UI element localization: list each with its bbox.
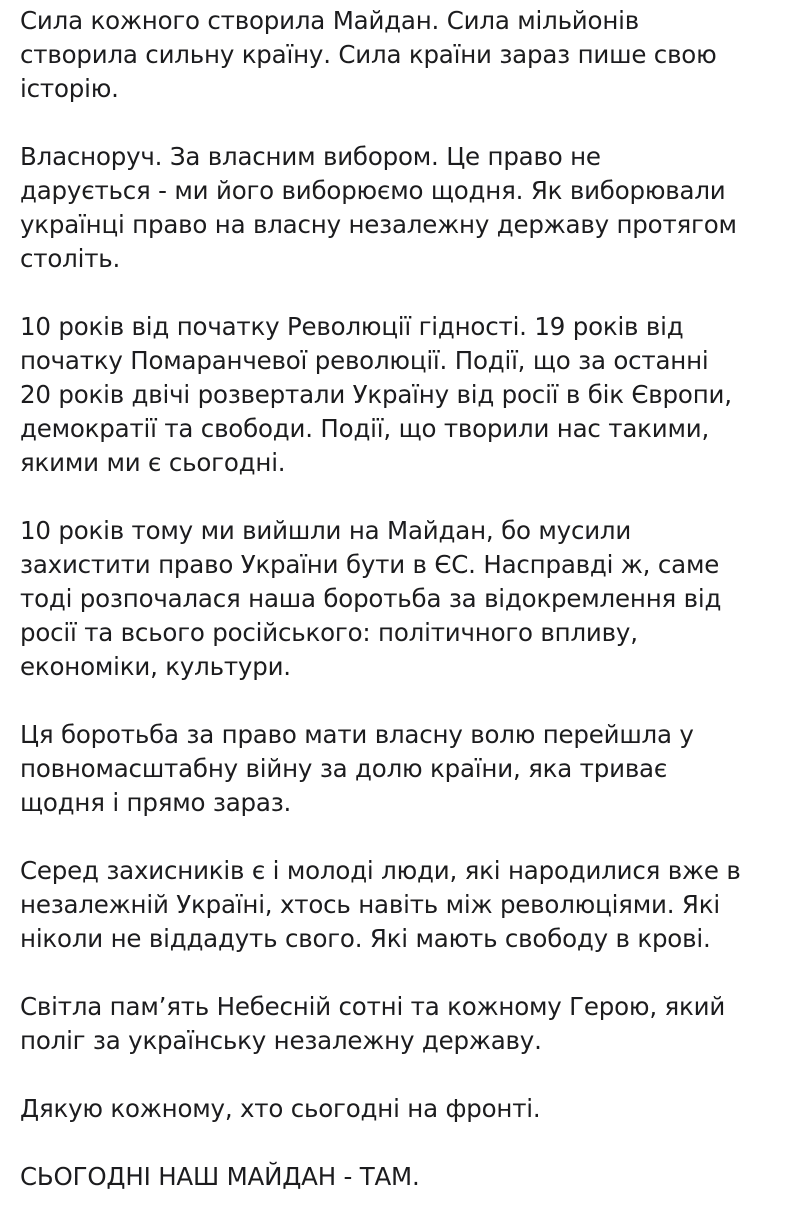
text-line: Світла пам’ять Небесній сотні та кожному Герою, який <box>20 992 726 1021</box>
paragraph-2 <box>20 140 790 276</box>
paragraph-9 <box>20 1160 790 1194</box>
text-line: щодня і прямо зараз. <box>20 788 292 817</box>
text-line: дарується - ми його виборюємо щодня. Як виборювали <box>20 176 726 205</box>
text-line: Ця боротьба за право мати власну волю перейшла у <box>20 720 694 749</box>
text-line: тоді розпочалася наша боротьба за відокремлення від <box>20 584 722 613</box>
text-line: історію. <box>20 74 119 103</box>
text-line: СЬОГОДНІ НАШ МАЙДАН - ТАМ. <box>20 1162 420 1191</box>
text-line: початку Помаранчевої революції. Події, що за останні <box>20 346 709 375</box>
text-line: економіки, культури. <box>20 652 291 681</box>
text-line: століть. <box>20 244 121 273</box>
text-line: 20 років двічі розвертали Україну від росії в бік Європи, <box>20 380 732 409</box>
text-line: демократії та свободи. Події, що творили нас такими, <box>20 414 710 443</box>
text-line: росії та всього російського: політичного впливу, <box>20 618 638 647</box>
paragraph-7 <box>20 990 790 1058</box>
post-text <box>20 4 790 1228</box>
paragraph-5 <box>20 718 790 820</box>
text-line: 10 років тому ми вийшли на Майдан, бо мусили <box>20 516 632 545</box>
paragraph-4 <box>20 514 790 684</box>
text-line: Сила кожного створила Майдан. Сила мільйонів <box>20 6 639 35</box>
text-line: Власноруч. За власним вибором. Це право не <box>20 142 601 171</box>
text-line: поліг за українську незалежну державу. <box>20 1026 542 1055</box>
text-line: якими ми є сьогодні. <box>20 448 286 477</box>
text-line: ніколи не віддадуть свого. Які мають свободу в крові. <box>20 924 711 953</box>
paragraph-6 <box>20 854 790 956</box>
paragraph-3 <box>20 310 790 480</box>
text-line: незалежній Україні, хтось навіть між революціями. Які <box>20 890 720 919</box>
text-line: створила сильну країну. Сила країни зараз пише свою <box>20 40 717 69</box>
text-line: Серед захисників є і молоді люди, які народилися вже в <box>20 856 741 885</box>
text-line: Дякую кожному, хто сьогодні на фронті. <box>20 1094 541 1123</box>
paragraph-1 <box>20 4 790 106</box>
text-line: повномасштабну війну за долю країни, яка триває <box>20 754 668 783</box>
text-line: українці право на власну незалежну державу протягом <box>20 210 737 239</box>
text-line: захистити право України бути в ЄС. Насправді ж, саме <box>20 550 720 579</box>
text-line: 10 років від початку Революції гідності. 19 років від <box>20 312 684 341</box>
paragraph-8 <box>20 1092 790 1126</box>
